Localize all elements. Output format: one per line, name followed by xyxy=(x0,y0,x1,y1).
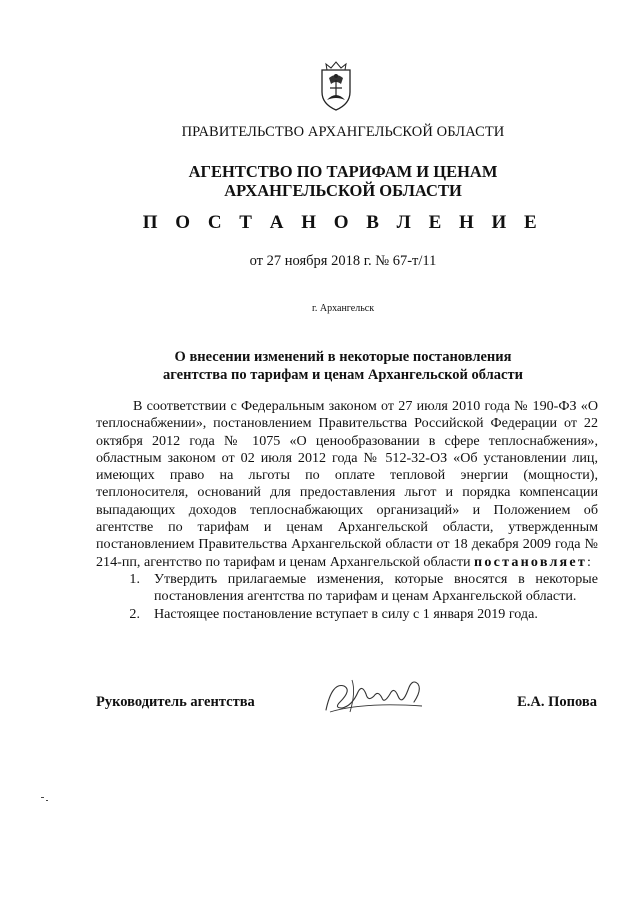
item-text: Настоящее постановление вступает в силу с 1 января 2019 года. xyxy=(154,605,538,622)
document-type-heading: П О С Т А Н О В Л Е Н И Е xyxy=(142,212,544,233)
agency-name xyxy=(0,162,640,200)
document-subject xyxy=(0,348,640,384)
preamble-text: В соответствии с Федеральным законом от 27 июля 2010 года № 190-ФЗ «О теплоснабжении», постановлением Правительства Российской Федерации от 22 октября 2012 года № 1075 «О ценообразовании в сфере теплоснабжения», областным законом от 02 июля 2012 года № 512-32-ОЗ «Об установлении лиц, имеющих право на льготы по оплате тепловой энергии (мощности), теплоносителя, оснований для предоставления льгот и порядка компенсации выпадающих доходов теплоснабжающих организаций» и Положением об агентстве по тарифам и ценам Архангельской области, утвержденным постановлением Правительства Архангельской области от 18 декабря 2009 года № 214-пп, агентство по тарифам и ценам Архангельской области xyxy=(96,398,598,570)
resolution-item xyxy=(96,606,598,623)
signatory-role: Руководитель агентства xyxy=(96,694,255,710)
item-text: Утвердить прилагаемые изменения, которые вносятся в некоторые постановления агентства по тарифам и ценам Архангельской области. xyxy=(154,570,598,605)
document-date-number: от 27 ноября 2018 г. № 67-т/11 xyxy=(249,253,437,269)
document-body xyxy=(96,398,598,623)
document-city: г. Архангельск xyxy=(311,303,375,314)
subject-line2: агентства по тарифам и ценам Архангельской области xyxy=(163,367,523,383)
handwritten-signature xyxy=(322,672,432,722)
agency-name-line2: АРХАНГЕЛЬСКОЙ ОБЛАСТИ xyxy=(224,181,462,200)
item-number: 1. xyxy=(129,570,140,587)
decides-word: постановляет xyxy=(474,553,587,570)
resolution-item xyxy=(96,571,598,606)
decides-suffix: : xyxy=(586,553,591,570)
government-name: ПРАВИТЕЛЬСТВО АРХАНГЕЛЬСКОЙ ОБЛАСТИ xyxy=(181,124,505,140)
coat-of-arms-icon xyxy=(316,60,356,112)
preamble-paragraph xyxy=(96,398,598,571)
signatory-name: Е.А. Попова xyxy=(517,694,597,710)
scan-speck xyxy=(41,797,44,798)
subject-line1: О внесении изменений в некоторые постановления xyxy=(174,349,512,365)
agency-name-line1: АГЕНТСТВО ПО ТАРИФАМ И ЦЕНАМ xyxy=(188,162,498,181)
item-number: 2. xyxy=(129,605,140,622)
scan-speck xyxy=(46,800,48,801)
